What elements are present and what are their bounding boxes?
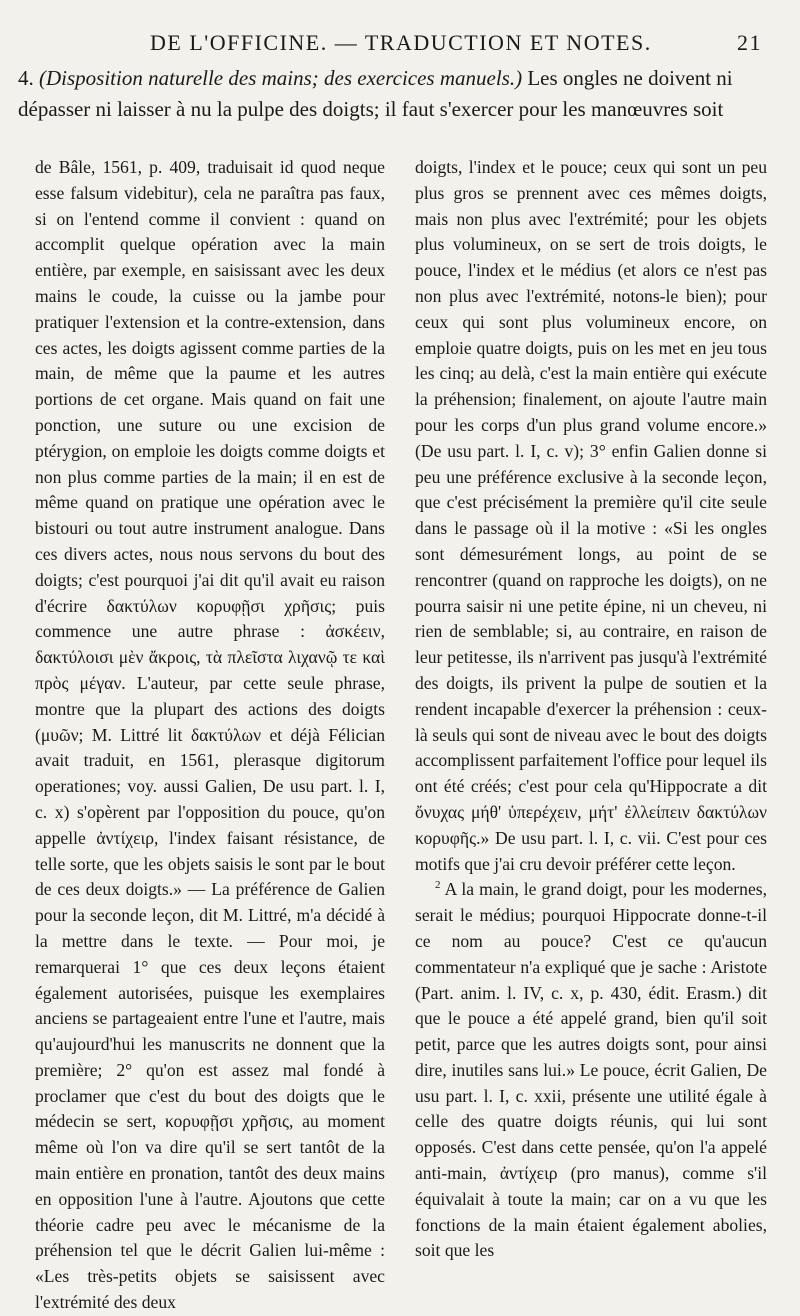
note-intro-text-1: Les ongles ne doivent ni bbox=[527, 66, 733, 90]
note-number: 4. bbox=[18, 66, 34, 90]
right-paragraph-1: doigts, l'index et le pouce; ceux qui sont un peu plus gros se prennent avec ces mêmes doigts, mais non plus avec l'extrémité; pour les objets plus volumineux, on se sert de trois doigts, le pouce, l'index et le médius (et alors ce n'est pas non plus avec l'extrémité, notons-le bien); pour ceux qui sont plus volumineux encore, on emploie quatre doigts, puis on les met en jeu tous les cinq; au delà, c'est la main entière qui exécute la préhension; finalement, on ajoute l'autre main pour les corps d'un plus grand volume encore.» (De usu part. l. I, c. v); 3° enfin Galien donne si peu une préférence exclusive à la seconde leçon, que c'est précisément la première qu'il cite seule dans le passage où il la motive : «Si les ongles sont démesurément longs, au point de se rencontrer (quand on rapproche les doigts), on ne pourra saisir ni une petite épine, ni un cheveu, ni rien de semblable; si, au contraire, en raison de leur petitesse, ils n'arrivent pas jusqu'à l'extrémité des doigts, ils privent la pulpe de soutien et la rendent incapable d'exercer la préhension : ceux-là seuls qui sont de niveau avec le bout des doigts accomplissent parfaitement l'office pour lequel ils ont été créés; c'est pour cela qu'Hippocrate a dit ὄνυχας μήθ' ὑπερέχειν, μήτ' ἐλλείπειν δακτύλων κορυφῆς.» De usu part. l. I, c. vii. C'est pour ces motifs que j'ai cru devoir préférer cette leçon. bbox=[415, 157, 767, 874]
footnote-marker: 2 bbox=[435, 879, 441, 892]
running-title: DE L'OFFICINE. — TRADUCTION ET NOTES. bbox=[150, 30, 652, 55]
left-paragraph: de Bâle, 1561, p. 409, traduisait id quod neque esse falsum videbitur), cela ne paraîtra pas faux, si on l'entend comme il convient : quand on accomplit quelque opération avec la main entière, par exemple, en saisissant avec les deux mains le coude, la cuisse ou la jambe pour pratiquer l'extension et la contre-extension, dans ces actes, les doigts agissent comme parties de la main, de même que la paume et les autres portions de cet organe. Mais quand on fait une ponction, une suture ou une excision de ptérygion, on emploie les doigts comme doigts et non plus comme parties de la main; il en est de même quand on pratique une opération avec le bistouri ou tout autre instrument analogue. Dans ces divers actes, nous nous servons du bout des doigts; c'est pourquoi j'ai dit qu'il avait eu raison d'écrire δακτύλων κορυφῇσι χρῆσις; puis commence une autre phrase : ἀσκέειν, δακτύλοισι μὲν ἄκροις, τὰ πλεῖστα λιχανῷ τε καὶ πρὸς μέγαν. L'auteur, par cette seule phrase, montre que la plupart des actions des doigts (μυῶν; M. Littré lit δακτύλων et déjà Félician avait traduit, en 1561, plerasque digitorum operationes; voy. aussi Galien, De usu part. l. I, c. x) s'opèrent par l'opposition du pouce, qu'on appelle ἀντίχειρ, l'index faisant résistance, de telle sorte, que les objets saisis le sont par le bout de ces deux doigts.» — La préférence de Galien pour la seconde leçon, dit M. Littré, m'a décidé à la mettre dans le texte. — Pour moi, je remarquerai 1° que ces deux leçons étaient également autorisées, puisque les exemplaires anciens se partageaient entre l'une et l'autre, mais qu'aujourd'hui les manuscrits ne donnent que la première; 2° qu'on est assez mal fondé à proclamer que c'est du bout des doigts que le médecin se sert, κορυφῇσι χρῆσις, au moment même où l'on va dire qu'il se sert tantôt de la main entière en pronation, tantôt des deux mains en opposition l'une à l'autre. Ajoutons que cette théorie cadre peu avec le mécanisme de la préhension tel que le décrit Galien lui-même : «Les très-petits objets se saisissent avec l'extrémité des deux bbox=[35, 157, 385, 1313]
right-paragraph-2 bbox=[415, 877, 767, 1264]
note-heading: (Disposition naturelle des mains; des exercices manuels.) bbox=[39, 66, 523, 90]
note-intro-line-2 bbox=[18, 97, 758, 122]
right-paragraph-2-text: A la main, le grand doigt, pour les modernes, serait le médius; pourquoi Hippocrate donne-t-il ce nom au pouce? C'est ce qu'aucun commentateur n'a expliqué que je sache : Aristote (Part. anim. l. IV, c. x, p. 430, édit. Erasm.) dit que le pouce a été appelé grand, bien qu'il soit petit, parce que les autres doigts sont, pour ainsi dire, inutiles sans lui.» Le pouce, écrit Galien, De usu part. l. I, c. xxii, présente une utilité égale à celle des quatre doigts réunis, qui lui sont opposés. C'est dans cette pensée, qu'on l'a appelé anti-main, ἀντίχειρ (pro manus), comme s'il équivalait à toute la main; car on a vu que les fonctions de la main étaient également abolies, soit que les bbox=[415, 879, 767, 1261]
note-intro-text-2: dépasser ni laisser à nu la pulpe des doigts; il faut s'exercer pour les manœuvres soit bbox=[18, 97, 724, 121]
right-column bbox=[415, 155, 767, 1264]
left-column bbox=[35, 155, 385, 1316]
running-head bbox=[150, 30, 762, 58]
page-number: 21 bbox=[737, 30, 762, 55]
note-intro-line-1 bbox=[18, 66, 758, 91]
